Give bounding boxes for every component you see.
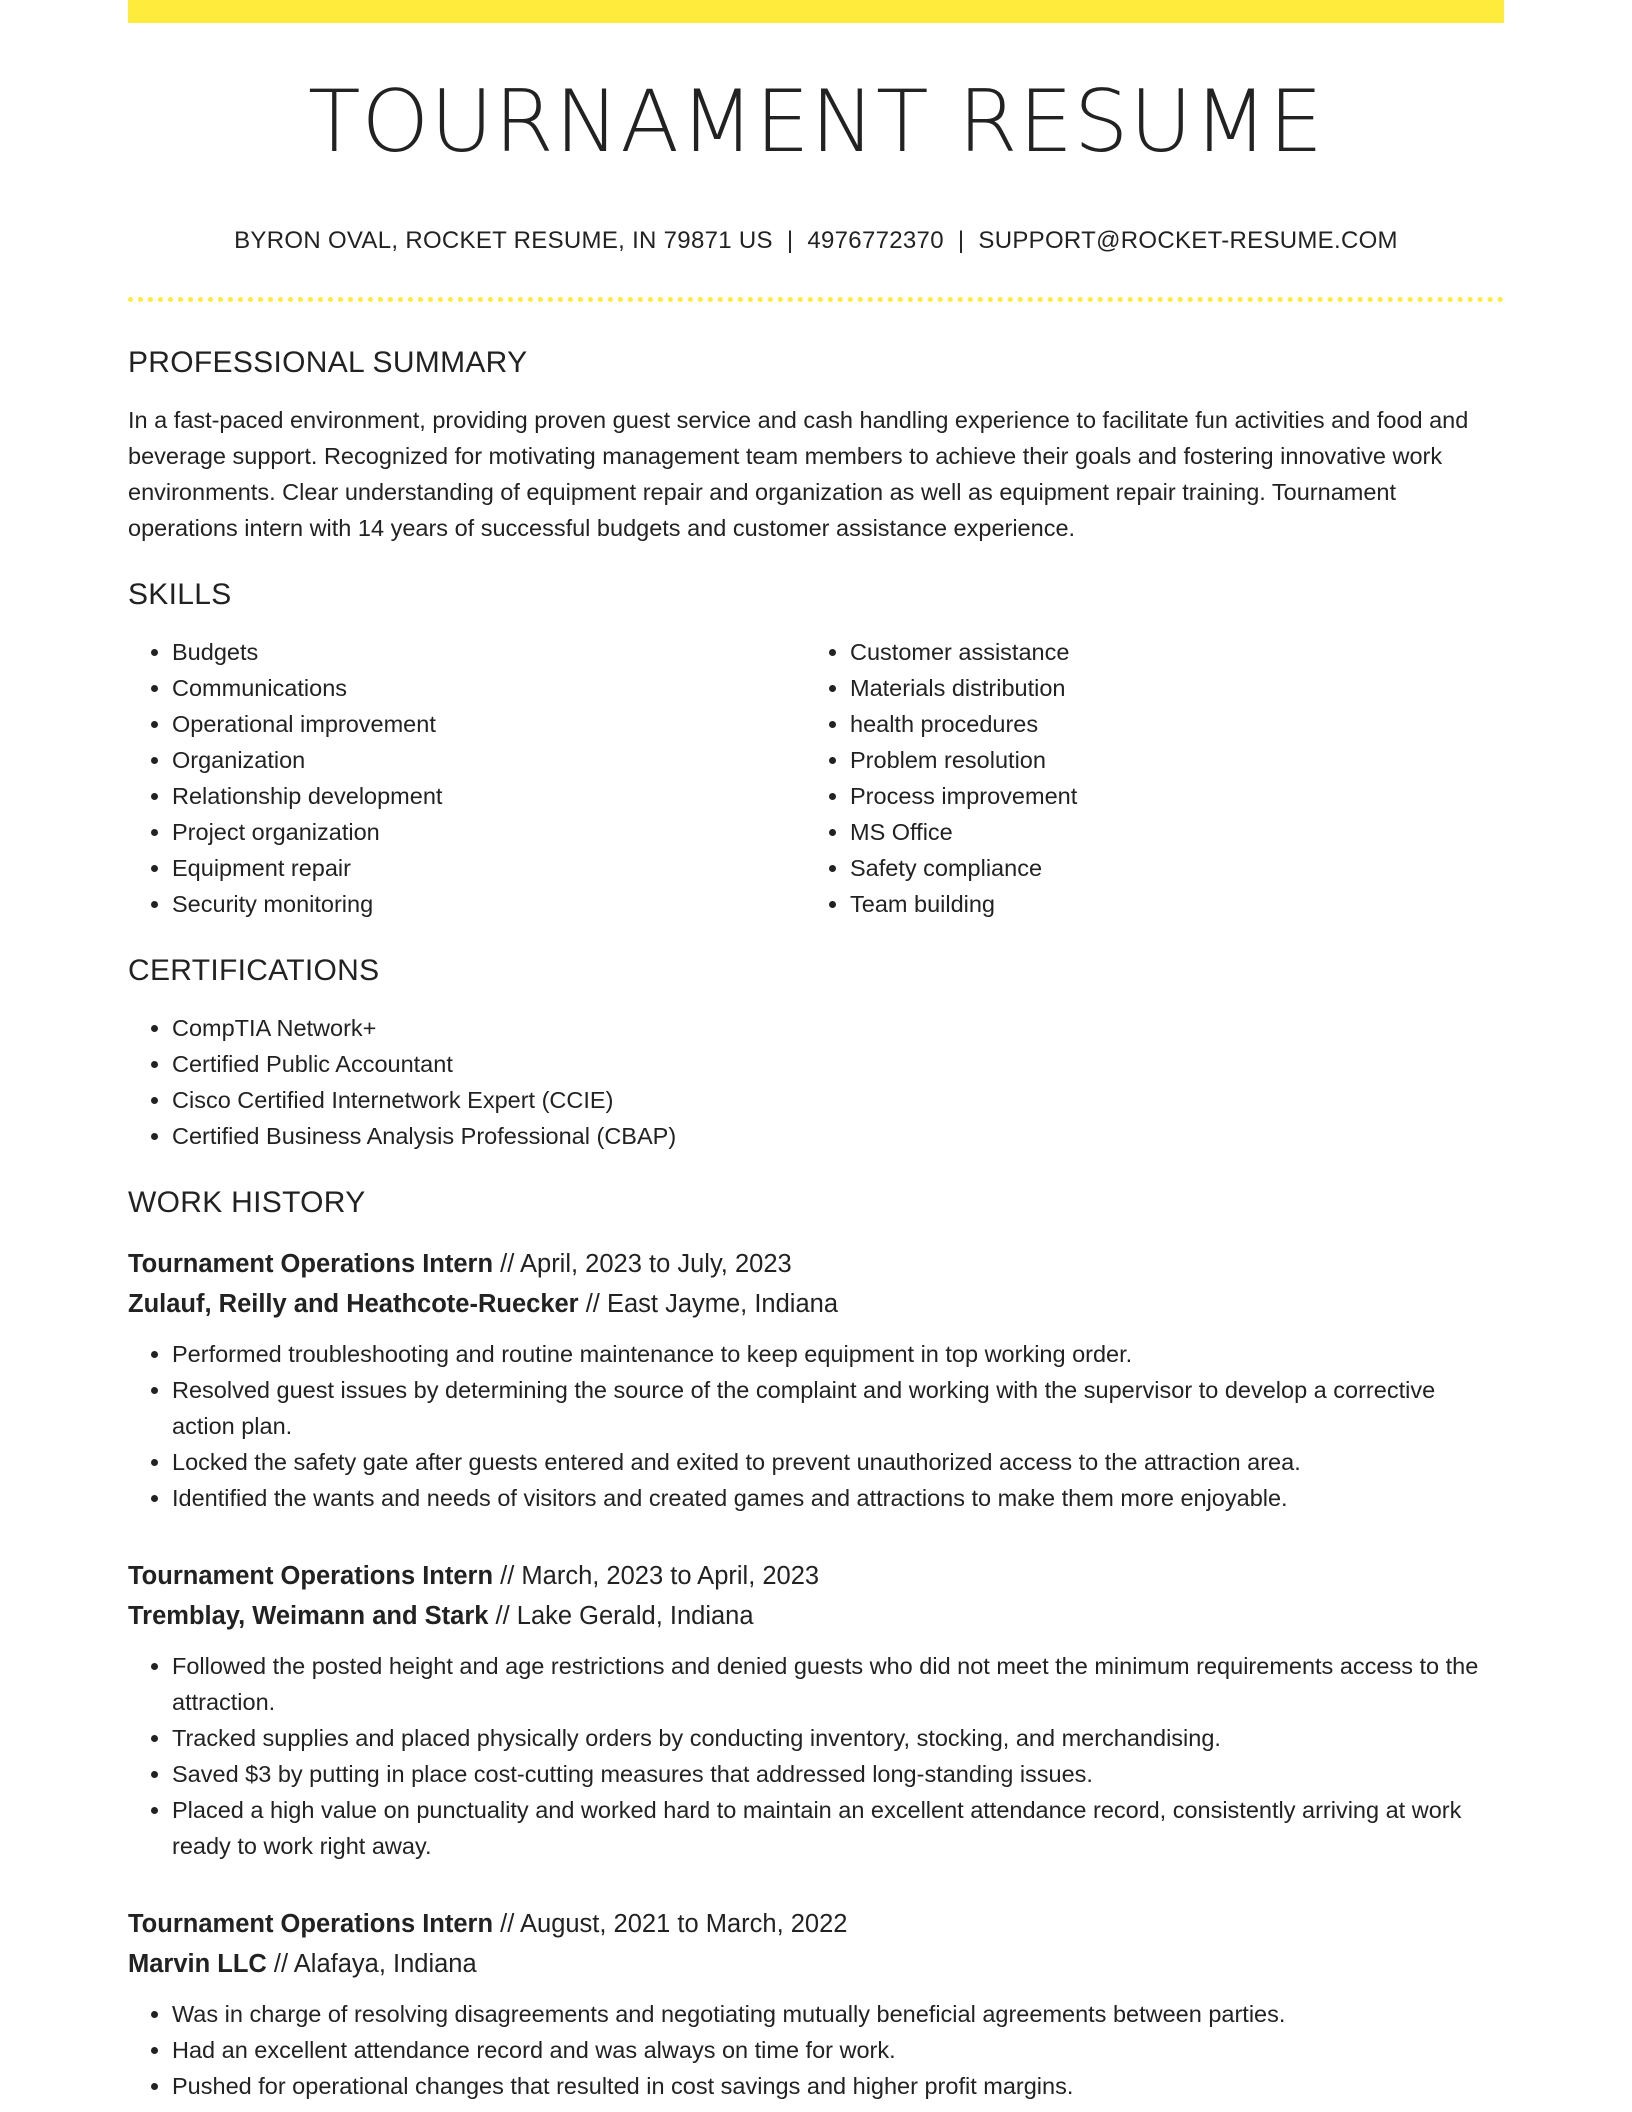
skill-item: • Relationship development bbox=[172, 778, 806, 814]
contact-address: BYRON OVAL, ROCKET RESUME, IN 79871 US bbox=[234, 227, 773, 254]
job-entry bbox=[128, 1904, 1504, 2104]
skill-item: • Operational improvement bbox=[172, 706, 806, 742]
skill-item: • Budgets bbox=[172, 634, 806, 670]
job-duty-item: • Followed the posted height and age restrictions and denied guests who did not meet the minimum requirements access to the attraction. bbox=[172, 1648, 1504, 1720]
job-duties-list bbox=[128, 1336, 1504, 1516]
skill-item: • MS Office bbox=[850, 814, 1484, 850]
skills-heading: SKILLS bbox=[128, 578, 232, 611]
skill-item: • Problem resolution bbox=[850, 742, 1484, 778]
contact-email: SUPPORT@ROCKET-RESUME.COM bbox=[978, 227, 1398, 254]
job-company-line bbox=[128, 1944, 1504, 1984]
job-company-line bbox=[128, 1596, 1504, 1636]
job-duty-item: • Saved $3 by putting in place cost-cutting measures that addressed long-standing issues. bbox=[172, 1756, 1504, 1792]
summary-heading: PROFESSIONAL SUMMARY bbox=[128, 346, 528, 379]
job-role: Tournament Operations Intern bbox=[128, 1250, 494, 1278]
resume-title: TOURNAMENT RESUME bbox=[308, 72, 1324, 172]
contact-separator: | bbox=[957, 227, 965, 254]
skill-item: • Team building bbox=[850, 886, 1484, 922]
job-role: Tournament Operations Intern bbox=[128, 1562, 494, 1590]
skill-item: • Organization bbox=[172, 742, 806, 778]
work-history-heading: WORK HISTORY bbox=[128, 1186, 366, 1219]
skill-item: • Safety compliance bbox=[850, 850, 1484, 886]
job-separator: // bbox=[493, 1250, 520, 1278]
job-duty-item: • Had an excellent attendance record and was always on time for work. bbox=[172, 2032, 1504, 2068]
job-duty-item: • Locked the safety gate after guests entered and exited to prevent unauthorized access to the attraction area. bbox=[172, 1444, 1504, 1480]
job-separator: // bbox=[488, 1602, 517, 1630]
job-duty-item: • Identified the wants and needs of visitors and created games and attractions to make them more enjoyable. bbox=[172, 1480, 1504, 1516]
certification-item: • Cisco Certified Internetwork Expert (CCIE) bbox=[172, 1082, 1504, 1118]
job-duty-item: • Performed troubleshooting and routine maintenance to keep equipment in top working order. bbox=[172, 1336, 1504, 1372]
skills-list-right bbox=[806, 634, 1484, 922]
accent-top-bar bbox=[128, 0, 1504, 23]
job-duty-item: • Tracked supplies and placed physically orders by conducting inventory, stocking, and merchandising. bbox=[172, 1720, 1504, 1756]
skills-columns bbox=[128, 634, 1504, 922]
certification-item: • Certified Public Accountant bbox=[172, 1046, 1504, 1082]
skill-item: • Customer assistance bbox=[850, 634, 1484, 670]
summary-text: In a fast-paced environment, providing proven guest service and cash handling experience to facilitate fun activities and food and beverage support. Recognized for motivating management team members to achieve their goals and fostering innovative work environments. Clear understanding of equipment repair and organization as well as equipment repair training. Tournament operations intern with 14 years of successful budgets and customer assistance experience. bbox=[128, 407, 1469, 541]
job-entry bbox=[128, 1556, 1504, 1864]
job-dates: August, 2021 to March, 2022 bbox=[520, 1910, 848, 1938]
skill-item: • Materials distribution bbox=[850, 670, 1484, 706]
certification-item: • CompTIA Network+ bbox=[172, 1010, 1504, 1046]
job-role-line bbox=[128, 1904, 1504, 1944]
job-duties-list bbox=[128, 1648, 1504, 1864]
job-separator: // bbox=[266, 1950, 294, 1978]
job-dates: April, 2023 to July, 2023 bbox=[520, 1250, 792, 1278]
job-role-line bbox=[128, 1244, 1504, 1284]
job-separator: // bbox=[493, 1910, 520, 1938]
dotted-divider bbox=[128, 297, 1504, 302]
job-separator: // bbox=[578, 1290, 607, 1318]
skills-list-left bbox=[128, 634, 806, 922]
job-entry bbox=[128, 1244, 1504, 1516]
job-role: Tournament Operations Intern bbox=[128, 1910, 494, 1938]
contact-separator: | bbox=[786, 227, 794, 254]
certifications-list bbox=[128, 1010, 1504, 1154]
skill-item: • health procedures bbox=[850, 706, 1484, 742]
skill-item: • Process improvement bbox=[850, 778, 1484, 814]
skill-item: • Project organization bbox=[172, 814, 806, 850]
job-company: Zulauf, Reilly and Heathcote-Ruecker bbox=[128, 1290, 579, 1318]
skill-item: • Communications bbox=[172, 670, 806, 706]
resume-page bbox=[128, 0, 1504, 2104]
job-role-line bbox=[128, 1556, 1504, 1596]
job-location: East Jayme, Indiana bbox=[606, 1290, 838, 1318]
job-duty-item: • Placed a high value on punctuality and worked hard to maintain an excellent attendance record, consistently arriving at work ready to work right away. bbox=[172, 1792, 1504, 1864]
contact-line bbox=[128, 227, 1504, 255]
job-duty-item: • Pushed for operational changes that resulted in cost savings and higher profit margins. bbox=[172, 2068, 1504, 2104]
certifications-heading: CERTIFICATIONS bbox=[128, 954, 380, 987]
job-separator: // bbox=[493, 1562, 522, 1590]
job-location: Alafaya, Indiana bbox=[293, 1950, 477, 1978]
skill-item: • Security monitoring bbox=[172, 886, 806, 922]
job-location: Lake Gerald, Indiana bbox=[516, 1602, 754, 1630]
job-company: Marvin LLC bbox=[128, 1950, 267, 1978]
certification-item: • Certified Business Analysis Professional (CBAP) bbox=[172, 1118, 1504, 1154]
skill-item: • Equipment repair bbox=[172, 850, 806, 886]
job-duty-item: • Was in charge of resolving disagreements and negotiating mutually beneficial agreements between parties. bbox=[172, 1996, 1504, 2032]
job-dates: March, 2023 to April, 2023 bbox=[521, 1562, 820, 1590]
job-duty-item: • Resolved guest issues by determining the source of the complaint and working with the supervisor to develop a corrective action plan. bbox=[172, 1372, 1504, 1444]
job-company-line bbox=[128, 1284, 1504, 1324]
contact-phone: 4976772370 bbox=[807, 227, 944, 254]
job-duties-list bbox=[128, 1996, 1504, 2104]
job-company: Tremblay, Weimann and Stark bbox=[128, 1602, 489, 1630]
